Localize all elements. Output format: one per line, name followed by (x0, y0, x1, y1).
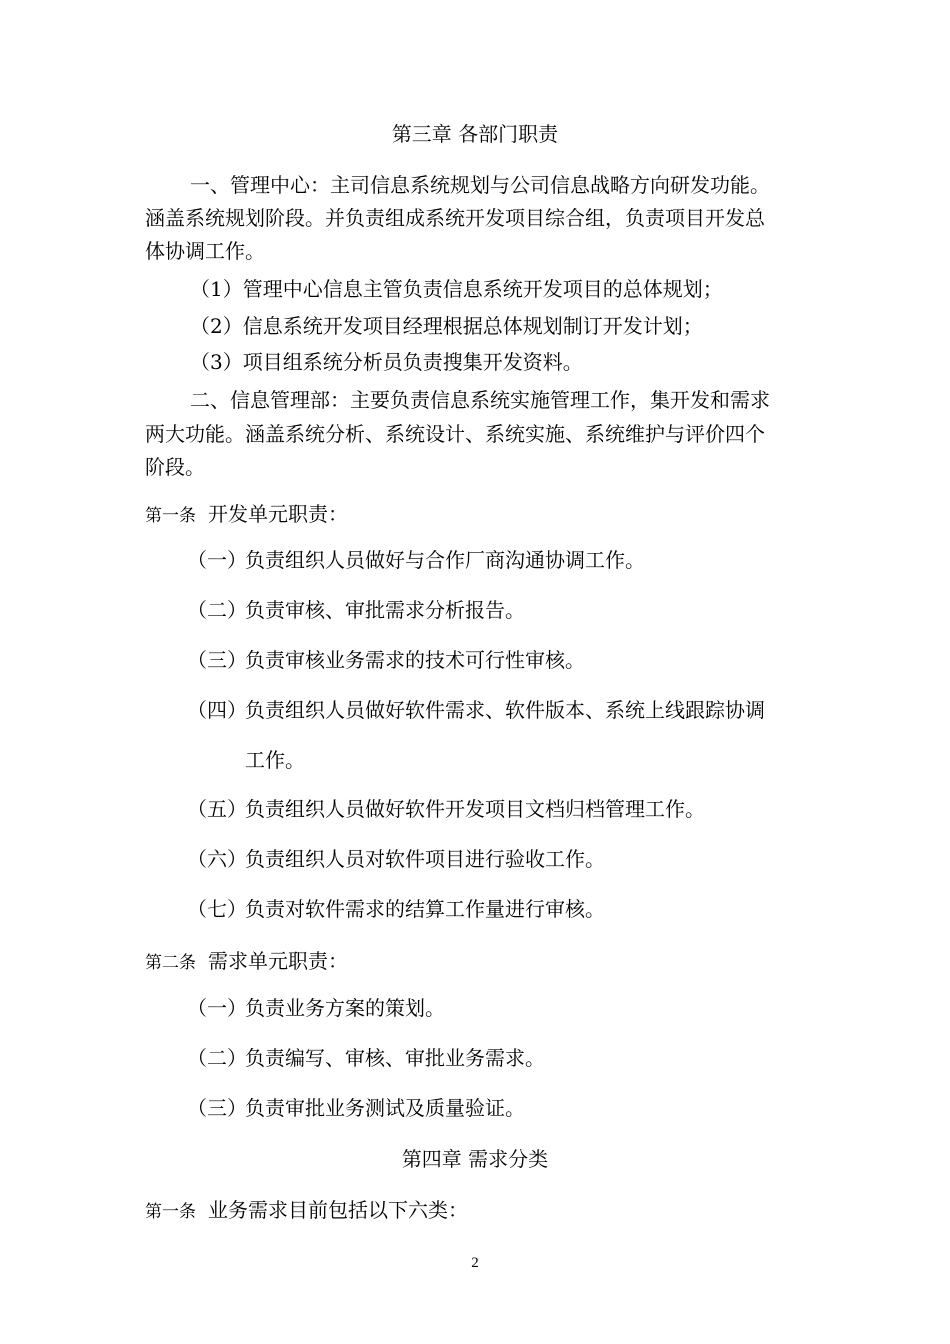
item-number: （五） (187, 797, 247, 821)
paragraph-line: 涵盖系统规划阶段。并负责组成系统开发项目综合组，负责项目开发总 (145, 206, 765, 230)
list-item (187, 1096, 525, 1120)
chapter-title: 第三章 各部门职责 (391, 122, 559, 146)
list-item (187, 797, 705, 821)
item-text: 负责业务方案的策划。 (245, 996, 445, 1020)
item-number: （四） (187, 698, 247, 722)
paragraph-line: 二、信息管理部：主要负责信息系统实施管理工作，集开发和需求 (190, 388, 770, 412)
article-heading (145, 502, 348, 528)
item-text: 负责对软件需求的结算工作量进行审核。 (245, 897, 605, 921)
list-item (187, 648, 585, 672)
article-title: 开发单元职责： (208, 502, 348, 526)
article-title: 需求单元职责： (208, 949, 348, 973)
paragraph-line: 阶段。 (145, 455, 205, 479)
chapter-title: 第四章 需求分类 (401, 1147, 549, 1171)
item-text: 负责审核、审批需求分析报告。 (245, 598, 525, 622)
article-label: 第二条 (145, 953, 196, 973)
paragraph-line: 一、管理中心：主司信息系统规划与公司信息战略方向研发功能。 (190, 173, 770, 197)
sub-item: （2）信息系统开发项目经理根据总体规划制订开发计划； (190, 314, 703, 338)
sub-item: （1）管理中心信息主管负责信息系统开发项目的总体规划； (190, 277, 723, 301)
list-item (187, 698, 765, 722)
item-text: 负责组织人员做好软件需求、软件版本、系统上线跟踪协调 (245, 698, 765, 722)
item-text: 负责审批业务测试及质量验证。 (245, 1096, 525, 1120)
list-item (187, 996, 445, 1020)
item-number: （七） (187, 897, 247, 921)
sub-item: （3）项目组系统分析员负责搜集开发资料。 (190, 350, 583, 374)
article-heading (145, 949, 348, 975)
list-item (187, 1046, 545, 1070)
paragraph-line: 两大功能。涵盖系统分析、系统设计、系统实施、系统维护与评价四个 (145, 422, 765, 446)
item-number: （三） (187, 1096, 247, 1120)
item-number: （一） (187, 996, 247, 1020)
item-text: 负责组织人员做好软件开发项目文档归档管理工作。 (245, 797, 705, 821)
page-number: 2 (471, 1255, 479, 1271)
article-label: 第一条 (145, 1202, 196, 1222)
list-item (187, 847, 605, 871)
item-text: 负责审核业务需求的技术可行性审核。 (245, 648, 585, 672)
paragraph-line: 体协调工作。 (145, 239, 265, 263)
item-number: （三） (187, 648, 247, 672)
list-item (187, 548, 645, 572)
item-text: 负责组织人员对软件项目进行验收工作。 (245, 847, 605, 871)
article-label: 第一条 (145, 506, 196, 526)
list-item (187, 897, 605, 921)
article-heading (145, 1198, 468, 1224)
item-text: 负责组织人员做好与合作厂商沟通协调工作。 (245, 548, 645, 572)
item-number: （一） (187, 548, 247, 572)
item-number: （六） (187, 847, 247, 871)
list-item-continuation: 工作。 (245, 748, 305, 772)
article-title: 业务需求目前包括以下六类： (208, 1198, 468, 1222)
item-number: （二） (187, 598, 247, 622)
item-text: 负责编写、审核、审批业务需求。 (245, 1046, 545, 1070)
list-item (187, 598, 525, 622)
item-number: （二） (187, 1046, 247, 1070)
